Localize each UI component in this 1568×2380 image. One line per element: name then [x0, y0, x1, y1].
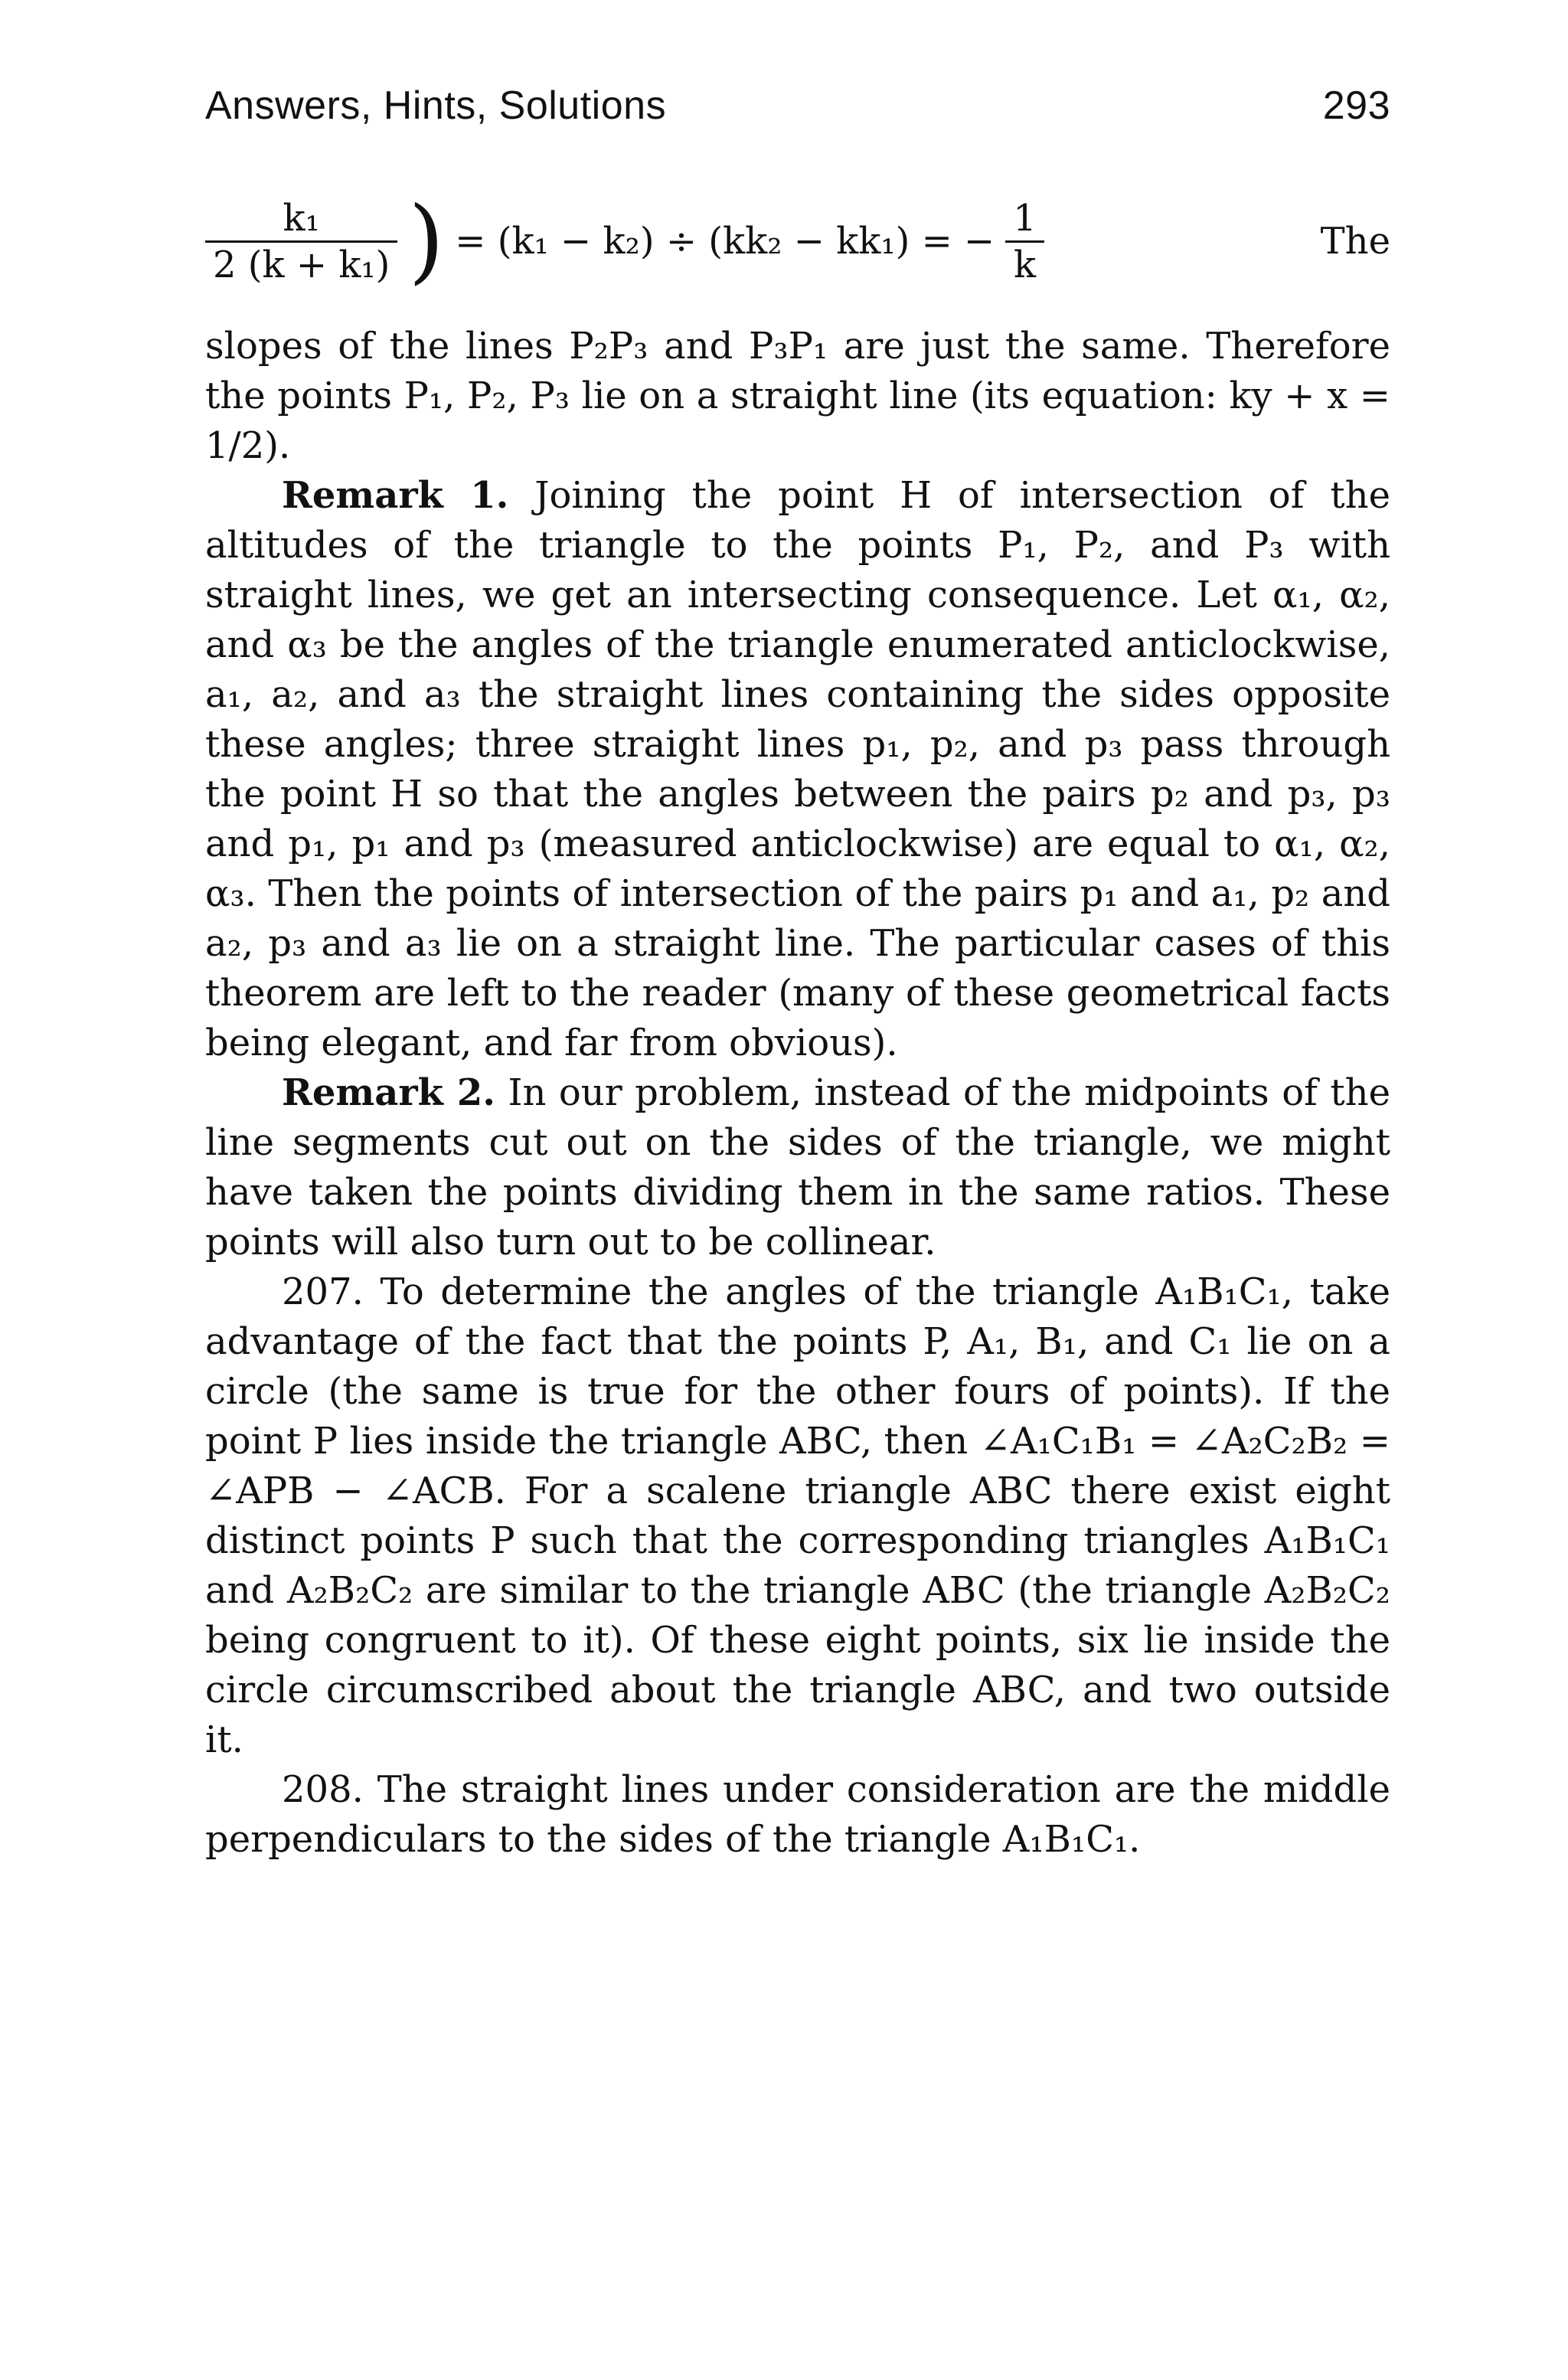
remark-1-text: Joining the point H of intersection of the altitudes of the triangle to the points P₁, P₂, and P₃ with straight lines, we get an intersecting consequence. Let α₁, α₂, and α₃ be the angles of the triangle enumerated anticlockwise, a₁, a₂, and a₃ the straight lines containing the sides opposite these angles; three straight lines p₁, p₂, and p₃ pass through the point H so that the angles between the pairs p₂ and p₃, p₃ and p₁, p₁ and p₃ (measured anticlockwise) are equal to α₁, α₂, α₃. Then the points of intersection of the pairs p₁ and a₁, p₂ and a₂, p₃ and a₃ lie on a straight line. The particular cases of this theorem are left to the reader (many of these geometrical facts being elegant, and far from obvious).: [205, 474, 1390, 1064]
fraction-right-denominator: k: [1013, 243, 1037, 286]
header-title: Answers, Hints, Solutions: [205, 83, 667, 128]
problem-208-text: The straight lines under consideration are the middle perpendiculars to the sides of the triangle A₁B₁C₁.: [205, 1768, 1390, 1861]
problem-207-label: 207.: [282, 1270, 364, 1313]
paragraph-slopes: slopes of the lines P₂P₃ and P₃P₁ are just the same. Therefore the points P₁, P₂, P₃ lie on a straight line (its equation: ky + x = 1/2).: [205, 325, 1390, 467]
closing-paren: ): [408, 188, 445, 294]
problem-208-label: 208.: [282, 1768, 364, 1811]
running-header: [205, 83, 1390, 129]
remark-1-label: Remark 1.: [282, 474, 509, 517]
equation-block: [205, 184, 1390, 322]
fraction-left-numerator: k₁: [205, 196, 397, 243]
paragraph-207: [205, 1267, 1390, 1765]
page-number: 293: [1322, 83, 1390, 128]
fraction-left-denominator: 2 (k + k₁): [213, 243, 390, 286]
paragraph-remark-2: [205, 1068, 1390, 1267]
page-body: [205, 184, 1390, 1865]
fraction-right: [1005, 196, 1044, 287]
remark-2-text: In our problem, instead of the midpoints of the line segments cut out on the sides of the triangle, we might have taken the points dividing them in the same ratios. These points will also turn out to be collinear.: [205, 1071, 1390, 1264]
fraction-left: [205, 196, 397, 287]
paragraph-208: [205, 1765, 1390, 1865]
paragraph-remark-1: [205, 471, 1390, 1068]
equation-trailing-word: The: [1320, 219, 1390, 263]
equation-middle: = (k₁ − k₂) ÷ (kk₂ − kk₁) = −: [455, 219, 995, 263]
fraction-right-numerator: 1: [1005, 196, 1044, 243]
problem-207-text: To determine the angles of the triangle A₁B₁C₁, take advantage of the fact that the points P, A₁, B₁, and C₁ lie on a circle (the same is true for the other fours of points). If the point P lies inside the triangle ABC, then ∠A₁C₁B₁ = ∠A₂C₂B₂ = ∠APB − ∠ACB. For a scalene triangle ABC there exist eight distinct points P such that the corresponding triangles A₁B₁C₁ and A₂B₂C₂ are similar to the triangle ABC (the triangle A₂B₂C₂ being congruent to it). Of these eight points, six lie inside the circle circumscribed about the triangle ABC, and two outside it.: [205, 1270, 1391, 1761]
remark-2-label: Remark 2.: [282, 1071, 495, 1114]
